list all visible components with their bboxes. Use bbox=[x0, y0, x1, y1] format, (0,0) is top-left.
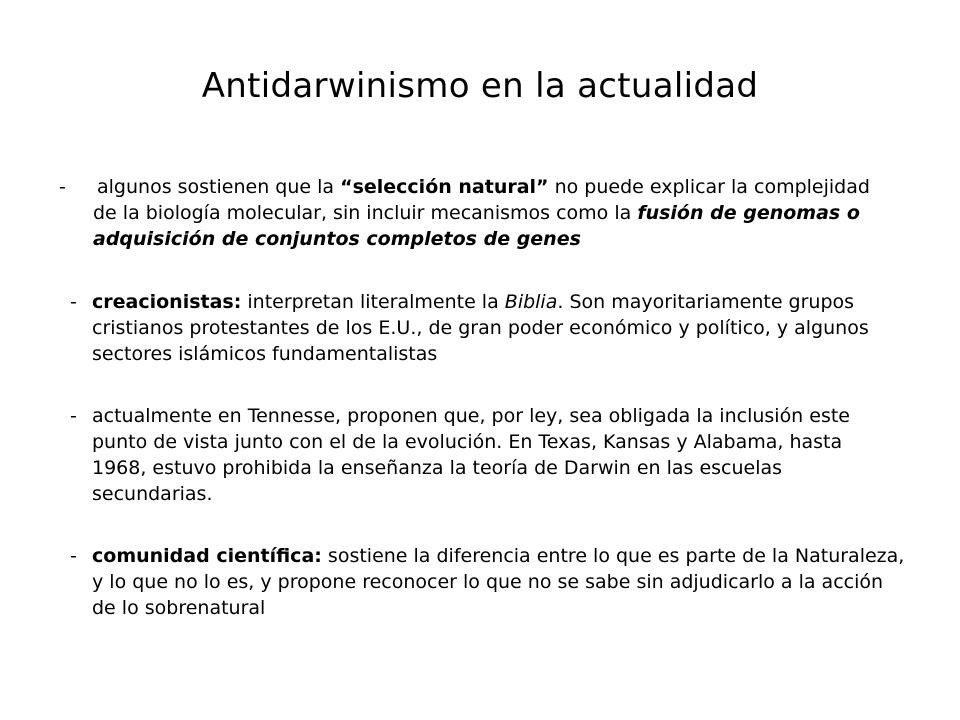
bullet-text: no puede explicar la complejidad de la biología molecular, sin incluir mecanismos como la bbox=[93, 176, 870, 224]
bullet-marker: - bbox=[70, 291, 77, 313]
bullet-marker: - bbox=[59, 176, 66, 198]
bullet-bold-term: creacionistas: bbox=[92, 291, 242, 313]
bullet-marker: - bbox=[70, 405, 77, 427]
bullet-italic-term: Biblia bbox=[504, 291, 558, 313]
bullet-marker: - bbox=[70, 545, 77, 567]
bullet-selection-natural bbox=[59, 174, 883, 252]
bullet-text: interpretan literalmente la bbox=[241, 291, 505, 313]
bullet-text: sostiene la diferencia entre lo que es parte de la Naturaleza, y lo que no lo es, y propone reconocer lo que no se sabe sin adjudicarlo a la acción de lo sobrenatural bbox=[92, 545, 905, 619]
bullet-text: actualmente en Tennesse, proponen que, por ley, sea obligada la inclusión este punto de vista junto con el de la evolución. En Texas, Kansas y Alabama, hasta 1968, estuvo prohibida la enseñanza la teoría de Darwin en las escuelas secundarias. bbox=[92, 405, 850, 505]
bullet-bold-term: comunidad científica: bbox=[92, 545, 322, 567]
bullet-bold-term: “selección natural” bbox=[340, 176, 549, 198]
bullet-comunidad-cientifica bbox=[70, 543, 912, 621]
bullet-emphasis: fusión de genomas o adquisición de conjuntos completos de genes bbox=[93, 202, 860, 250]
bullet-tennesse bbox=[70, 403, 892, 507]
slide-title: Antidarwinismo en la actualidad bbox=[201, 66, 759, 106]
bullet-text: . Son mayoritariamente grupos cristianos protestantes de los E.U., de gran poder económico y político, y algunos sectores islámicos fundamentalistas bbox=[92, 291, 869, 365]
bullet-creacionistas bbox=[70, 289, 912, 367]
bullet-text: algunos sostienen que la bbox=[97, 176, 341, 198]
